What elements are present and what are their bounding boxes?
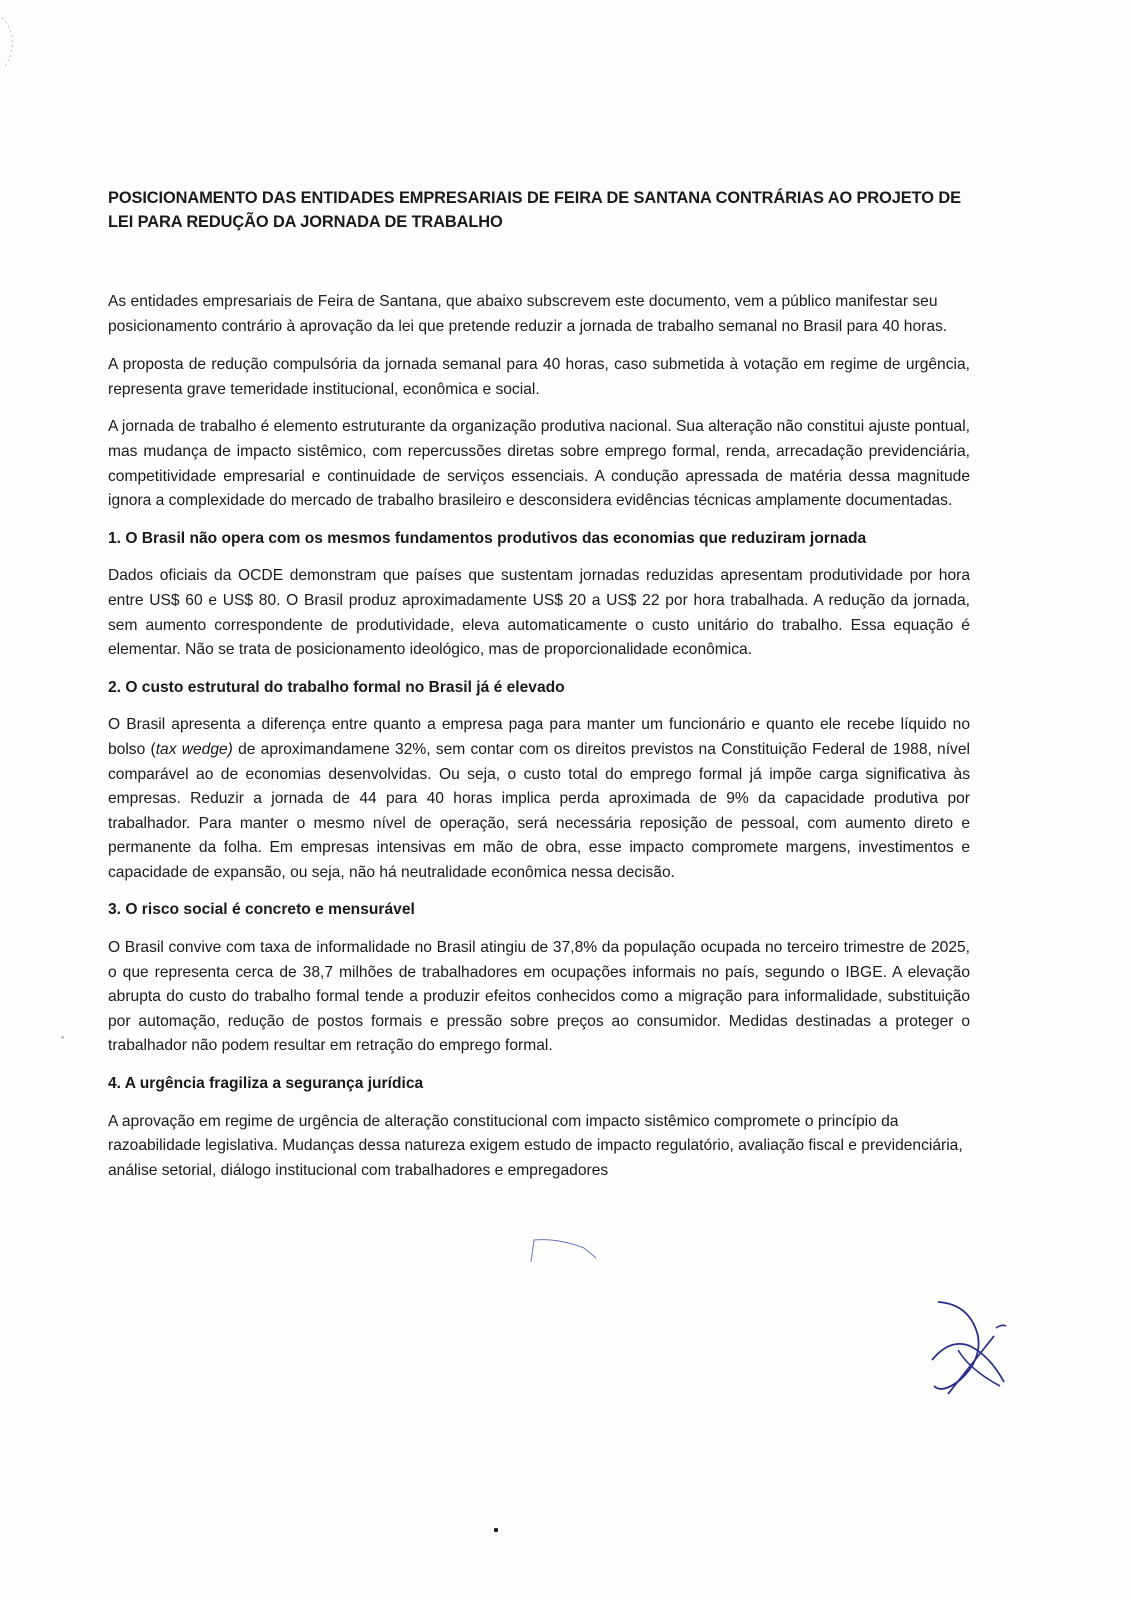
section-2-heading: 2. O custo estrutural do trabalho formal no Brasil já é elevado: [108, 678, 565, 696]
section-4-text: A aprovação em regime de urgência de alteração constitucional com impacto sistêmico compromete o princípio da razoabilidade legislativa. Mudanças dessa natureza exigem estudo de impacto regulatório, avaliação fiscal e previdenciária, análise setorial, diálogo institucional com trabalhadores e empregadores: [108, 1112, 963, 1179]
scan-edge-mark: [0, 10, 20, 80]
section-3-text: O Brasil convive com taxa de informalidade no Brasil atingiu de 37,8% da população ocupada no terceiro trimestre de 2025, o que representa cerca de 38,7 milhões de trabalhadores em ocupações informais no país, segundo o IBGE. A elevação abrupta do custo do trabalho formal tende a produzir efeitos conhecidos como a migração para informalidade, substituição por automação, redução de postos formais e pressão sobre preços ao consumidor. Medidas destinadas a proteger o trabalhador não podem resultar em retração do emprego formal.: [108, 939, 970, 1055]
document-title: POSICIONAMENTO DAS ENTIDADES EMPRESARIAIS DE FEIRA DE SANTANA CONTRÁRIAS AO PROJETO DE LEI PARA REDUÇÃO DA JORNADA DE TRABALHO: [108, 189, 961, 231]
section-1-text: Dados oficiais da OCDE demonstram que países que sustentam jornadas reduzidas apresentam produtividade por hora entre US$ 60 e US$ 80. O Brasil produz aproximadamente US$ 20 a US$ 22 por hora trabalhada. A redução da jornada, sem aumento correspondente de produtividade, eleva automaticamente o custo unitário do trabalho. Essa equação é elementar. Não se trata de posicionamento ideológico, mas de proporcionalidade econômica.: [108, 567, 970, 659]
pen-stroke-mark: [528, 1236, 598, 1266]
scan-dot: [494, 1528, 498, 1532]
intro-paragraph-2: A proposta de redução compulsória da jornada semanal para 40 horas, caso submetida à votação em regime de urgência, representa grave temeridade institucional, econômica e social.: [108, 356, 970, 398]
section-2-text-a: O Brasil apresenta a diferença entre quanto a empresa paga para manter um funcionário e quanto ele recebe líquido no bolso (: [108, 716, 970, 758]
document-body: [108, 290, 970, 1196]
section-4-heading: 4. A urgência fragiliza a segurança jurídica: [108, 1075, 424, 1093]
section-2-text: [108, 713, 970, 885]
section-2-italic-term: tax wedge): [155, 740, 233, 758]
scan-speck: [61, 1036, 64, 1039]
signature-initials: [930, 1290, 1020, 1400]
intro-paragraph-1: As entidades empresariais de Feira de Santana, que abaixo subscrevem este documento, vem a público manifestar seu posicionamento contrário à aprovação da lei que pretende reduzir a jornada de trabalho semanal no Brasil para 40 horas.: [108, 293, 948, 335]
section-3-heading: 3. O risco social é concreto e mensurável: [108, 901, 415, 919]
section-2-text-b: de aproximandamene 32%, sem contar com os direitos previstos na Constituição Federal de 1988, nível comparável ao de economias desenvolvidas. Ou seja, o custo total do emprego formal já impõe carga significativa às empresas. Reduzir a jornada de 44 para 40 horas implica perda aproximada de 9% da capacidade produtiva por trabalhador. Para manter o mesmo nível de operação, será necessária reposição de pessoal, com aumento direto e permanente da folha. Em empresas intensivas em mão de obra, esse impacto compromete margens, investimentos e capacidade de expansão, ou seja, não há neutralidade econômica nessa decisão.: [108, 740, 970, 881]
section-1-heading: 1. O Brasil não opera com os mesmos fundamentos produtivos das economias que reduziram jornada: [108, 529, 867, 547]
intro-paragraph-3: A jornada de trabalho é elemento estruturante da organização produtiva nacional. Sua alteração não constitui ajuste pontual, mas mudança de impacto sistêmico, com repercussões diretas sobre emprego formal, renda, arrecadação previdenciária, competitividade empresarial e continuidade de serviços essenciais. A condução apressada de matéria dessa magnitude ignora a complexidade do mercado de trabalho brasileiro e desconsidera evidências técnicas amplamente documentadas.: [108, 418, 970, 510]
